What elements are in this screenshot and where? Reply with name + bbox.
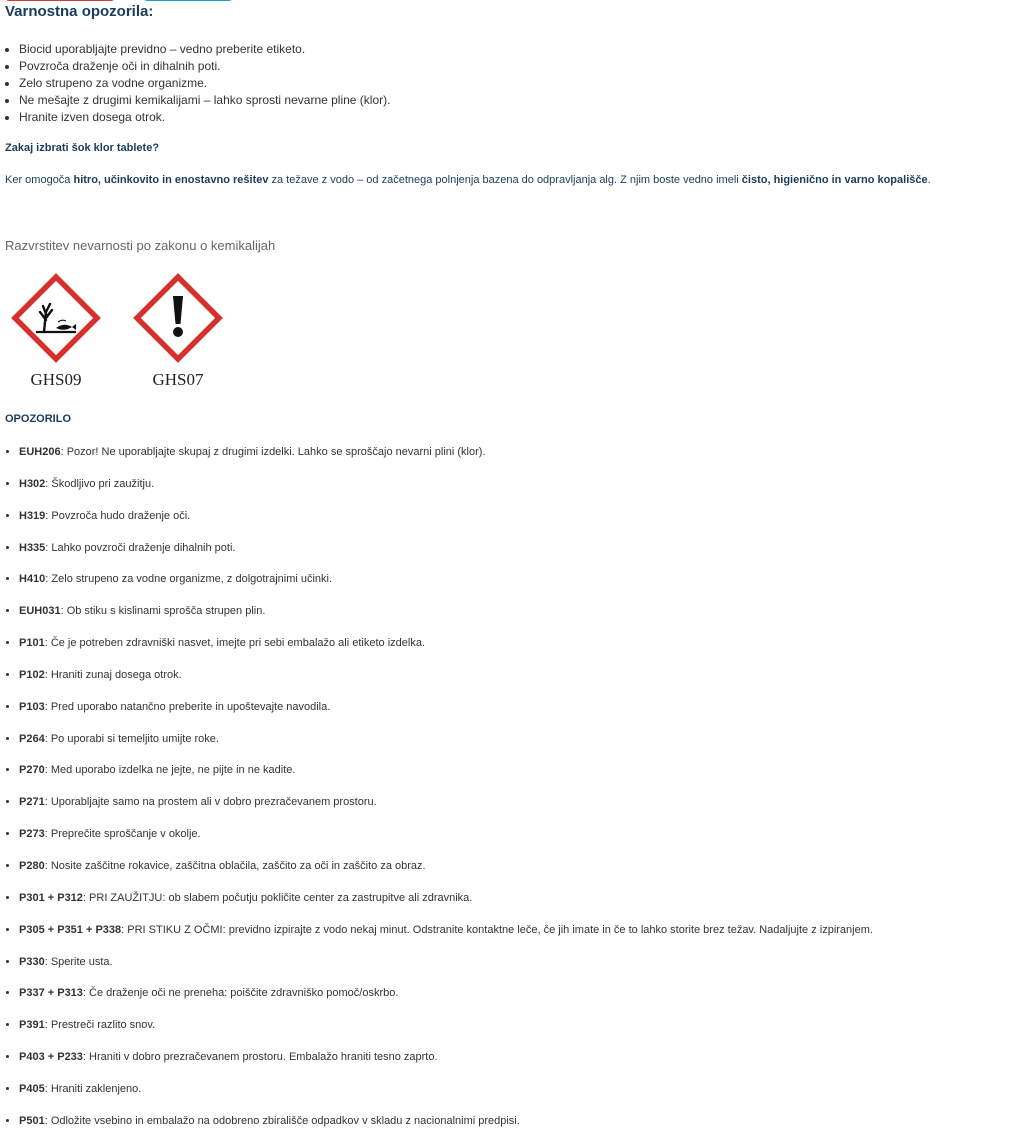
list-item	[19, 731, 873, 763]
exclamation-mark-icon	[132, 272, 224, 364]
statement-code: P101	[19, 637, 45, 650]
statement-code: H319	[19, 509, 46, 522]
list-item	[19, 826, 873, 858]
list-item: • Biocid uporabljajte previdno – vedno preberite etiketo.	[19, 41, 390, 58]
list-item	[19, 667, 873, 699]
why-paragraph	[5, 174, 1025, 186]
list-item: • Ne mešajte z drugimi kemikalijami – lahko sprosti nevarne pline (klor).	[19, 92, 390, 109]
list-item	[19, 954, 873, 986]
ghs09-code: GHS09	[30, 370, 82, 389]
statement-code: P102	[19, 668, 45, 681]
statement-text: : Škodljivo pri zaužitju.	[45, 477, 155, 490]
statement-code: EUH206	[19, 446, 61, 458]
statement-text: : Ob stiku s kislinami sprošča strupen plin.	[60, 605, 266, 618]
statement-text: : Nosite zaščitne rokavice, zaščitna oblačila, zaščito za oči in zaščito za obraz.	[44, 859, 426, 872]
list-item: • Povzroča draženje oči in dihalnih poti.	[19, 58, 390, 75]
statement-code: P301 + P312	[19, 891, 83, 904]
statement-code: P330	[19, 955, 45, 968]
classification-heading: Razvrstitev nevarnosti po zakonu o kemikalijah	[5, 238, 276, 253]
ghs07-code: GHS07	[152, 370, 204, 389]
why-text-1: Ker omogoča	[5, 174, 74, 186]
ghs09-pictogram	[10, 272, 102, 390]
statement-code: P403 + P233	[19, 1051, 83, 1064]
ghs07-pictogram	[132, 272, 224, 390]
list-item: • Hranite izven dosega otrok.	[19, 109, 390, 126]
statement-code: P270	[19, 764, 45, 777]
statement-code: P103	[19, 700, 45, 713]
why-bold-1: hitro, učinkovito in enostavno rešitev	[73, 174, 269, 186]
statement-text: : Povzroča hudo draženje oči.	[45, 509, 191, 522]
statement-text: : Uporabljajte samo na prostem ali v dobro prezračevanem prostoru.	[44, 796, 377, 809]
statement-code: P280	[19, 859, 45, 872]
statement-text: : Po uporabi si temeljito umijte roke.	[44, 732, 219, 745]
list-item	[19, 571, 873, 603]
list-item	[19, 762, 873, 794]
statement-text: : Hraniti zunaj dosega otrok.	[44, 668, 182, 681]
statement-text: : Hraniti v dobro prezračevanem prostoru. Embalažo hraniti tesno zaprto.	[82, 1051, 438, 1064]
hazard-statements-list	[5, 444, 873, 1145]
statement-text: : Pred uporabo natančno preberite in upoštevajte navodila.	[44, 700, 331, 713]
statement-code: P264	[19, 732, 45, 745]
statement-code: P501	[19, 1114, 45, 1127]
list-item	[19, 699, 873, 731]
safety-heading: Varnostna opozorila:	[5, 3, 154, 20]
statement-code: EUH031	[19, 605, 61, 618]
statement-text: : PRI STIKU Z OČMI: previdno izpirajte z vodo nekaj minut. Odstranite kontaktne leče, če jih imate in če to lahko storite brez težav. Nadaljujte z izpiranjem.	[121, 923, 873, 936]
statement-code: H335	[19, 541, 46, 554]
tab-indicator-blue	[143, 0, 233, 1]
list-item	[19, 1017, 873, 1049]
list-item	[19, 858, 873, 890]
signal-word: OPOZORILO	[5, 413, 71, 425]
list-item	[19, 476, 873, 508]
list-item	[19, 985, 873, 1017]
tab-indicator-red	[5, 0, 115, 1]
statement-text: : Če je potreben zdravniški nasvet, imejte pri sebi embalažo ali etiketo izdelka.	[44, 637, 426, 650]
statement-code: P391	[19, 1019, 45, 1032]
list-item	[19, 1113, 873, 1145]
list-item	[19, 922, 873, 954]
statement-code: P405	[19, 1082, 45, 1095]
statement-text: : Zelo strupeno za vodne organizme, z dolgotrajnimi učinki.	[45, 573, 333, 586]
statement-text: : Pozor! Ne uporabljajte skupaj z drugimi izdelki. Lahko se sproščajo nevarni plini (klor).	[60, 446, 486, 458]
statement-text: : Lahko povzroči draženje dihalnih poti.	[45, 541, 236, 554]
statement-text: : Prestreči razlito snov.	[44, 1019, 156, 1032]
list-item	[19, 635, 873, 667]
why-text-3: .	[927, 174, 931, 186]
statement-code: P337 + P313	[19, 987, 83, 1000]
statement-code: P273	[19, 828, 45, 841]
list-item	[19, 508, 873, 540]
statement-text: : Hraniti zaklenjeno.	[44, 1082, 142, 1095]
list-item: • Zelo strupeno za vodne organizme.	[19, 75, 390, 92]
statement-text: : Odložite vsebino in embalažo na odobreno zbirališče odpadkov v skladu z nacionalnimi predpisi.	[44, 1114, 520, 1127]
list-item	[19, 1081, 873, 1113]
environment-hazard-icon	[10, 272, 102, 364]
statement-code: P305 + P351 + P338	[19, 923, 122, 936]
list-item	[19, 603, 873, 635]
list-item	[19, 540, 873, 572]
statement-text: : Preprečite sproščanje v okolje.	[44, 828, 201, 841]
statement-text: : PRI ZAUŽITJU: ob slabem počutju pokličite center za zastrupitve ali zdravnika.	[82, 891, 473, 904]
statement-code: P271	[19, 796, 45, 809]
safety-warnings-list	[5, 41, 390, 126]
statement-text: : Sperite usta.	[44, 955, 113, 968]
why-text-2: za težave z vodo – od začetnega polnjenja bazena do odpravljanja alg. Z njim boste vedno imeli	[268, 174, 742, 186]
list-item	[19, 890, 873, 922]
statement-code: H302	[19, 477, 46, 490]
list-item	[19, 794, 873, 826]
list-item	[19, 444, 873, 476]
statement-text: : Če draženje oči ne preneha: poiščite zdravniško pomoč/oskrbo.	[82, 987, 399, 1000]
why-bold-2: čisto, higienično in varno kopališče	[741, 174, 928, 186]
statement-code: H410	[19, 573, 46, 586]
statement-text: : Med uporabo izdelka ne jejte, ne pijte in ne kadite.	[44, 764, 296, 777]
list-item	[19, 1049, 873, 1081]
why-heading: Zakaj izbrati šok klor tablete?	[5, 142, 160, 154]
